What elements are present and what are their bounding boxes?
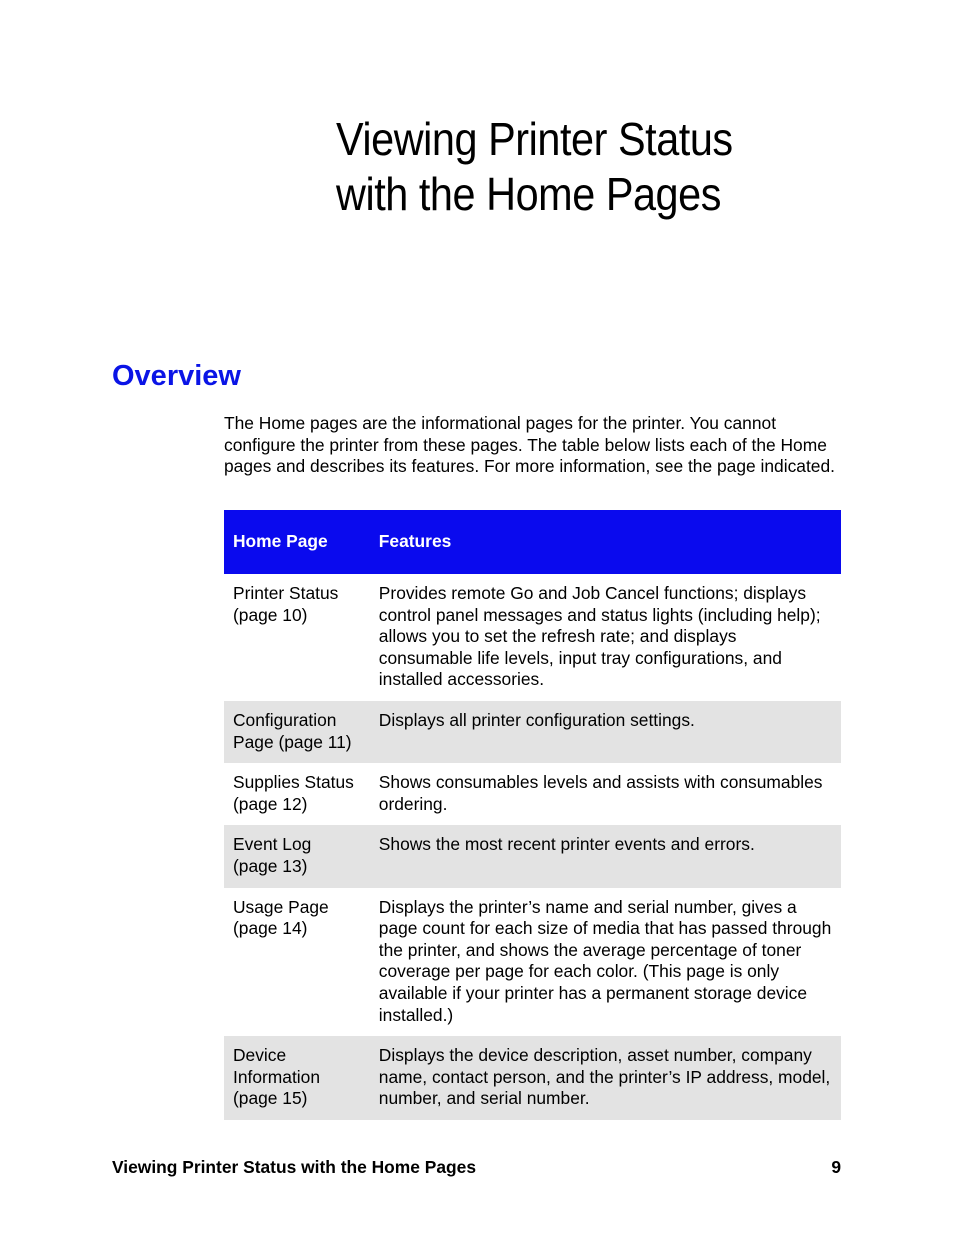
features-cell: Shows consumables levels and assists with consumables ordering. — [378, 772, 823, 814]
home-page-name: Usage Page — [233, 896, 329, 917]
home-page-cell — [224, 574, 370, 701]
home-page-ref: (page 15) — [233, 1088, 308, 1109]
header-features: Features — [370, 510, 841, 574]
home-page-ref: (page 10) — [233, 604, 308, 625]
page-number: 9 — [831, 1157, 841, 1177]
features-cell: Shows the most recent printer events and errors. — [370, 825, 841, 887]
chapter-title-line-1: Viewing Printer Status — [336, 113, 733, 165]
table-row — [224, 888, 841, 1037]
home-page-ref: (page 13) — [233, 855, 308, 876]
features-cell: Displays all printer configuration settings. — [370, 701, 841, 763]
table-row — [224, 825, 841, 887]
home-page-ref: (page 12) — [233, 793, 308, 814]
home-page-ref: (page 14) — [233, 918, 308, 939]
table-row — [224, 1036, 841, 1120]
chapter-title-line-2: with the Home Pages — [336, 168, 721, 220]
table-header-row — [224, 510, 841, 574]
table-row — [224, 701, 841, 763]
header-home-page: Home Page — [224, 510, 370, 574]
table-row — [224, 574, 841, 701]
table-row — [224, 763, 841, 825]
home-page-cell — [224, 763, 370, 825]
intro-paragraph: The Home pages are the informational pages for the printer. You cannot configure the printer from these pages. The table below lists each of the Home pages and describes its features. For more information, see the page indicated. — [224, 413, 835, 477]
features-cell: Displays the printer’s name and serial number, gives a page count for each size of media that has passed through the printer, and shows the average percentage of toner coverage per page for each color. (This page is only available if your printer has a permanent storage device installed.) — [378, 896, 832, 1025]
features-cell: Provides remote Go and Job Cancel functions; displays control panel messages and status lights (including help); allows you to set the refresh rate; and displays consumable life levels, input tray configurations, and installed accessories. — [378, 583, 821, 690]
home-page-name: Printer Status — [233, 583, 339, 603]
home-page-name: Supplies Status — [233, 772, 354, 793]
footer-title: Viewing Printer Status with the Home Pages — [112, 1157, 476, 1177]
home-pages-table — [224, 510, 841, 1120]
section-heading: Overview — [112, 360, 241, 392]
home-page-name: Device — [233, 1045, 287, 1066]
home-page-name: Event Log — [233, 834, 312, 855]
page-footer — [112, 1156, 841, 1178]
home-page-ref: Page (page 11) — [233, 731, 352, 752]
home-page-cell — [224, 825, 370, 887]
home-page-name-cont: Information — [233, 1066, 320, 1087]
home-page-cell — [224, 1036, 370, 1120]
home-page-name: Configuration — [233, 709, 337, 730]
chapter-title — [336, 112, 804, 222]
features-cell: Displays the device description, asset number, company name, contact person, and the printer’s IP address, model, number, and serial number. — [370, 1036, 841, 1120]
home-page-cell — [224, 701, 370, 763]
home-page-cell — [224, 888, 370, 1037]
